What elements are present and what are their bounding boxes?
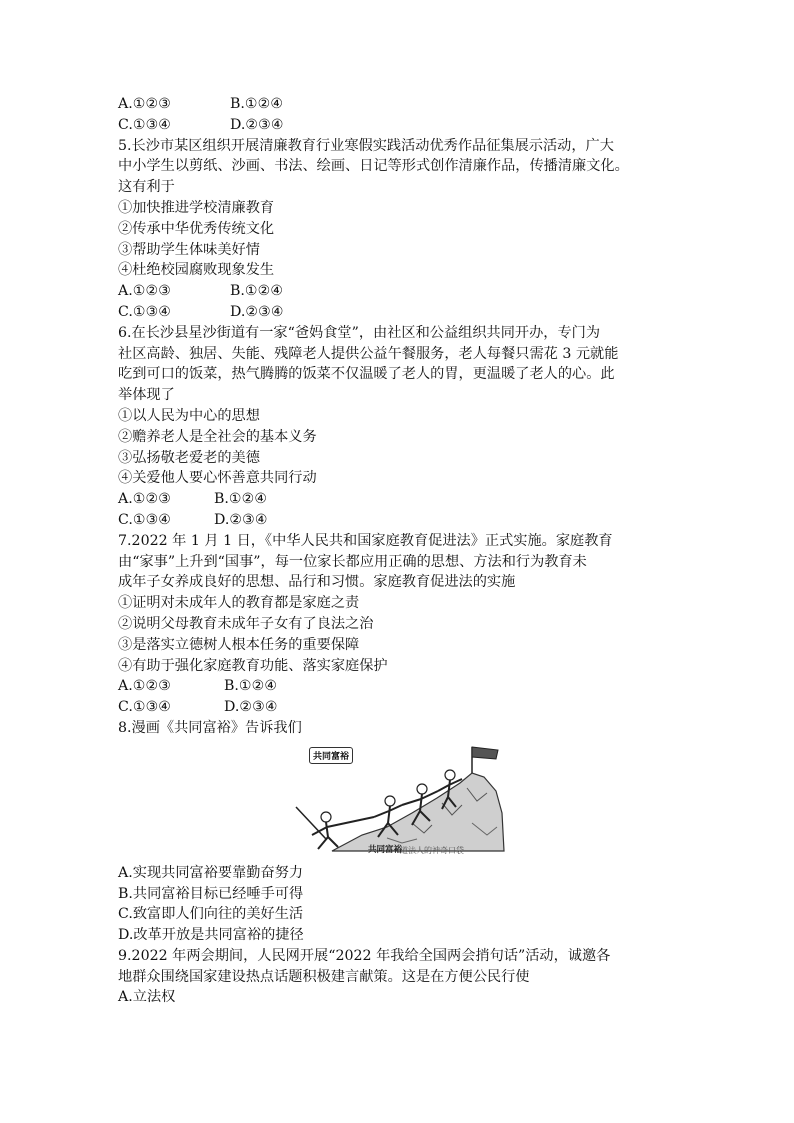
q7-stem-line: 由“家事”上升到“国事”，每一位家长都应用正确的思想、方法和行为教育未 bbox=[118, 553, 587, 570]
q5-stem-line: 5.长沙市某区组织开展清廉教育行业寒假实践活动优秀作品征集展示活动，广大 bbox=[118, 137, 614, 154]
q7-item: ①证明对未成年人的教育都是家庭之责 bbox=[118, 595, 360, 612]
q7-options-row-2 bbox=[118, 697, 688, 718]
q6-stem-line: 社区高龄、独居、失能、残障老人提供公益午餐服务，老人每餐只需花 3 元就能 bbox=[118, 345, 619, 362]
q5-item: ②传承中华优秀传统文化 bbox=[118, 220, 275, 237]
q5-item: ③帮助学生体味美好情 bbox=[118, 241, 260, 258]
q6-option-a[interactable]: A.①②③ bbox=[118, 491, 171, 508]
q7-option-d[interactable]: D.②③④ bbox=[224, 699, 278, 716]
q5-options-row-1 bbox=[118, 281, 688, 302]
cartoon-bottom-caption: 共同富裕 bbox=[368, 844, 403, 855]
exam-page bbox=[118, 94, 688, 1008]
q5-option-b[interactable]: B.①②④ bbox=[230, 283, 284, 300]
q6-item: ①以人民为中心的思想 bbox=[118, 407, 260, 424]
common-prosperity-cartoon bbox=[292, 743, 506, 857]
q9-stem-line: 地群众围绕国家建设热点话题积极建言献策。这是在方便公民行使 bbox=[118, 968, 530, 985]
q5-option-d[interactable]: D.②③④ bbox=[230, 303, 284, 320]
q9-stem-line: 9.2022 年两会期间，人民网开展“2022 年我给全国两会捎句话”活动，诚邀各 bbox=[118, 947, 611, 964]
q4-option-b[interactable]: B.①②④ bbox=[230, 96, 284, 112]
q5-option-a[interactable]: A.①②③ bbox=[118, 283, 171, 300]
q6-stem-line: 吃到可口的饭菜，热气腾腾的饭菜不仅温暖了老人的胃，更温暖了老人的心。此 bbox=[118, 366, 615, 383]
q6-item: ②赡养老人是全社会的基本义务 bbox=[118, 428, 317, 445]
q5-options-row-2 bbox=[118, 302, 688, 323]
q7-option-c[interactable]: C.①③④ bbox=[118, 699, 172, 716]
q6-option-d[interactable]: D.②③④ bbox=[214, 511, 268, 528]
q6-option-c[interactable]: C.①③④ bbox=[118, 511, 172, 528]
q7-stem-line: 成年子女养成良好的思想、品行和习惯。家庭教育促进法的实施 bbox=[118, 574, 516, 591]
q4-options-row-1 bbox=[118, 94, 688, 115]
q8-option-b[interactable]: B.共同富裕目标已经唾手可得 bbox=[118, 885, 304, 902]
q6-stem-line: 举体现了 bbox=[118, 387, 175, 404]
q5-item: ①加快推进学校清廉教育 bbox=[118, 199, 275, 216]
q7-stem-line: 7.2022 年 1 月 1 日，《中华人民共和国家庭教育促进法》正式实施。家庭教育 bbox=[118, 532, 613, 549]
cartoon-watermark: 道法人的神奇口袋 bbox=[400, 845, 464, 855]
q4-option-d[interactable]: D.②③④ bbox=[230, 116, 284, 133]
q8-option-a[interactable]: A.实现共同富裕要靠勤奋努力 bbox=[118, 864, 304, 881]
q7-item: ③是落实立德树人根本任务的重要保障 bbox=[118, 636, 360, 653]
q7-options-row-1 bbox=[118, 676, 688, 697]
q6-item: ③弘扬敬老爱老的美德 bbox=[118, 449, 260, 466]
q5-item: ④杜绝校园腐败现象发生 bbox=[118, 262, 275, 279]
q8-option-c[interactable]: C.致富即人们向往的美好生活 bbox=[118, 906, 304, 923]
q7-item: ②说明父母教育未成年子女有了良法之治 bbox=[118, 615, 374, 632]
q6-options-row-2 bbox=[118, 510, 688, 531]
q9-option-a[interactable]: A.立法权 bbox=[118, 989, 176, 1006]
q7-item: ④有助于强化家庭教育功能、落实家庭保护 bbox=[118, 657, 388, 674]
q6-stem-line: 6.在长沙县星沙街道有一家“爸妈食堂”，由社区和公益组织共同开办，专门为 bbox=[118, 324, 601, 341]
q7-option-a[interactable]: A.①②③ bbox=[118, 678, 171, 695]
q4-option-c[interactable]: C.①③④ bbox=[118, 116, 172, 133]
q5-option-c[interactable]: C.①③④ bbox=[118, 303, 172, 320]
q6-item: ④关爱他人要心怀善意共同行动 bbox=[118, 470, 317, 487]
q4-option-a[interactable]: A.①②③ bbox=[118, 96, 171, 112]
q8-stem: 8.漫画《共同富裕》告诉我们 bbox=[118, 719, 302, 736]
q6-options-row-1 bbox=[118, 489, 688, 510]
q7-option-b[interactable]: B.①②④ bbox=[224, 678, 278, 695]
q8-option-d[interactable]: D.改革开放是共同富裕的捷径 bbox=[118, 927, 304, 944]
q4-options-row-2 bbox=[118, 115, 688, 136]
q5-stem-line: 这有利于 bbox=[118, 179, 175, 196]
q6-option-b[interactable]: B.①②④ bbox=[214, 491, 268, 508]
cartoon-title-tag: 共同富裕 bbox=[309, 747, 353, 764]
q5-stem-line: 中小学生以剪纸、沙画、书法、绘画、日记等形式创作清廉作品，传播清廉文化。 bbox=[118, 158, 629, 175]
